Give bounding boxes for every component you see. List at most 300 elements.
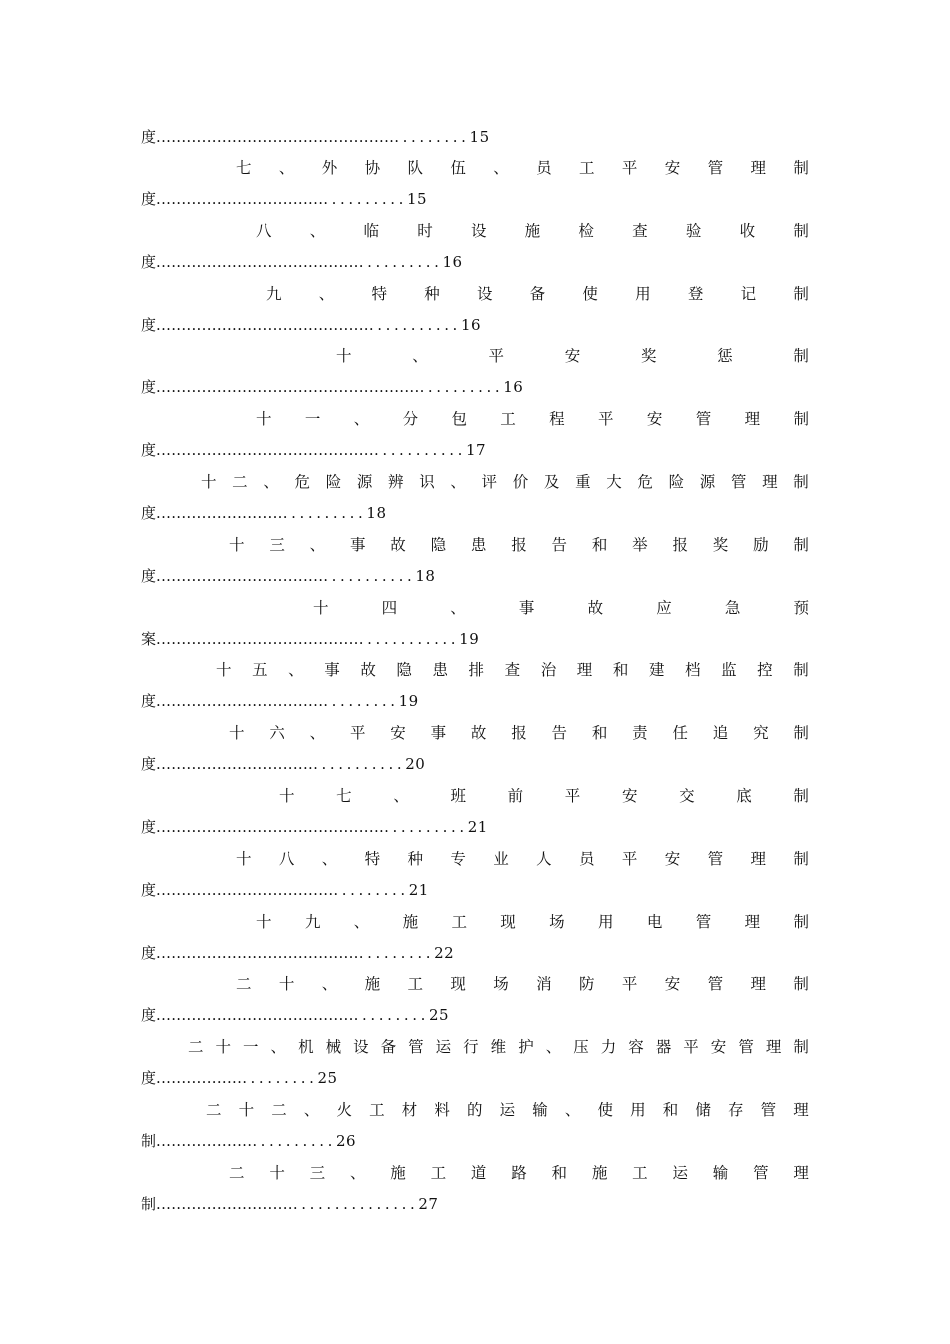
- toc-title-char: 、: [393, 786, 409, 805]
- toc-page-number: 20: [405, 755, 426, 774]
- toc-title-char: 输: [712, 1163, 729, 1182]
- toc-title-char: 三: [309, 1163, 326, 1182]
- toc-leader-line: [141, 875, 809, 906]
- toc-title-char: 危: [637, 472, 653, 491]
- toc-entry[interactable]: [141, 844, 809, 907]
- toc-entry[interactable]: [141, 341, 809, 404]
- toc-title-char: 识: [419, 472, 435, 491]
- toc-title-char: 理: [750, 975, 767, 994]
- toc-title-char: 险: [325, 472, 342, 491]
- toc-title-char: 运: [499, 1100, 516, 1119]
- toc-page-number: 22: [434, 943, 455, 962]
- toc-entry[interactable]: [141, 593, 809, 656]
- toc-dot-leader: .......................................: [156, 1006, 354, 1025]
- toc-title-char: 种: [407, 849, 424, 868]
- toc-title-char: 和: [612, 661, 629, 680]
- toc-entry-title: [141, 404, 809, 435]
- toc-title-char: 管: [753, 1163, 769, 1182]
- toc-title-char: 、: [303, 1100, 320, 1119]
- toc-title-char: 特: [364, 849, 381, 868]
- toc-title-char: 理: [765, 1038, 782, 1057]
- toc-title-char: 制: [793, 724, 809, 743]
- toc-title-char: 建: [648, 661, 665, 680]
- toc-title-char: 安: [664, 849, 681, 868]
- toc-title-char: 施: [390, 1163, 406, 1182]
- toc-entry-title: [141, 216, 809, 247]
- toc-entry-title: [141, 530, 809, 561]
- toc-page-number: 26: [336, 1131, 357, 1150]
- toc-title-char: 备: [380, 1038, 397, 1057]
- toc-title-char: 患: [432, 661, 448, 680]
- toc-leader-line: [141, 1189, 809, 1220]
- toc-title-char: 管: [707, 159, 724, 177]
- toc-title-char: 理: [750, 159, 767, 177]
- toc-title-char: 故: [360, 661, 376, 680]
- toc-entry[interactable]: [141, 1032, 809, 1095]
- toc-entry-title: [141, 341, 809, 372]
- toc-title-char: 查: [632, 221, 648, 240]
- toc-title-char: 、: [288, 661, 304, 680]
- toc-title-char: 十: [229, 724, 245, 743]
- toc-entry-title: [141, 781, 809, 812]
- toc-title-char: 重: [575, 472, 591, 491]
- toc-title-char: 消: [536, 975, 552, 994]
- toc-title-char: 制: [793, 159, 809, 177]
- toc-title-char: 械: [325, 1038, 342, 1057]
- toc-title-char: 制: [793, 1038, 809, 1057]
- toc-entry[interactable]: [141, 718, 809, 781]
- toc-dot-leader-spaced: ...........: [313, 755, 406, 774]
- toc-page-number: 16: [442, 252, 463, 271]
- toc-title-tail: 制: [141, 1194, 157, 1213]
- toc-page-number: 15: [406, 190, 428, 208]
- toc-title-tail: 案: [141, 629, 157, 648]
- toc-entry-title: [141, 279, 809, 310]
- toc-dot-leader-spaced: ..........: [323, 190, 407, 208]
- toc-title-char: 、: [412, 347, 428, 366]
- toc-title-char: 隐: [430, 535, 447, 554]
- toc-title-tail: 制: [141, 1131, 157, 1150]
- toc-title-char: 管: [707, 975, 724, 994]
- toc-title-char: 追: [712, 724, 729, 743]
- toc-title-char: 用: [630, 1100, 646, 1119]
- toc-title-char: 奖: [640, 347, 657, 366]
- toc-title-tail: 度: [141, 378, 157, 397]
- toc-title-char: 控: [757, 661, 773, 680]
- toc-title-char: 运: [672, 1163, 688, 1182]
- toc-title-char: 九: [304, 912, 321, 931]
- toc-title-char: 安: [564, 347, 581, 366]
- toc-title-char: 十: [336, 347, 352, 366]
- toc-title-char: 平: [621, 159, 638, 177]
- toc-title-char: 外: [321, 159, 338, 177]
- toc-dot-leader-spaced: .........: [394, 128, 470, 146]
- toc-leader-line: [141, 938, 809, 969]
- toc-title-char: 、: [353, 912, 370, 931]
- toc-dot-leader-spaced: ..........: [358, 252, 443, 271]
- toc-leader-line: [141, 1126, 809, 1157]
- toc-title-char: 大: [606, 472, 622, 491]
- toc-entry-title: [141, 718, 809, 749]
- toc-dot-leader-spaced: ...............: [292, 1194, 419, 1213]
- toc-entry[interactable]: [141, 530, 809, 593]
- toc-title-char: 制: [793, 849, 809, 868]
- toc-title-char: 员: [579, 849, 595, 868]
- toc-entry[interactable]: [141, 969, 809, 1032]
- toc-title-char: 五: [252, 661, 268, 680]
- toc-title-char: 的: [467, 1100, 483, 1119]
- toc-title-char: 使: [597, 1100, 614, 1119]
- toc-title-tail: 度: [141, 817, 157, 836]
- toc-title-char: 责: [632, 724, 648, 743]
- toc-title-char: 底: [736, 786, 752, 805]
- toc-entry-title: [141, 655, 809, 686]
- toc-title-char: 安: [646, 410, 663, 429]
- toc-page-number: 19: [459, 629, 480, 648]
- toc-title-char: 材: [401, 1100, 418, 1119]
- toc-title-char: 报: [511, 535, 527, 554]
- toc-title-char: 压: [573, 1038, 589, 1057]
- toc-title-char: 、: [545, 1038, 562, 1057]
- toc-title-char: 故: [390, 535, 406, 554]
- toc-title-char: 专: [450, 849, 466, 868]
- toc-title-char: 和: [591, 724, 608, 743]
- toc-title-char: 辨: [388, 472, 404, 491]
- toc-title-char: 工: [430, 1163, 447, 1182]
- toc-title-char: 管: [738, 1038, 754, 1057]
- toc-entry[interactable]: [141, 279, 809, 342]
- toc-leader-line: [141, 310, 809, 341]
- toc-title-char: 路: [511, 1163, 527, 1182]
- toc-title-char: 险: [668, 472, 685, 491]
- toc-title-char: 评: [481, 472, 498, 491]
- table-of-contents: [141, 122, 809, 1221]
- toc-title-char: 工: [579, 159, 595, 177]
- toc-title-char: 检: [578, 221, 594, 240]
- toc-title-char: 用: [635, 284, 651, 303]
- toc-dot-leader: .............................................: [156, 817, 385, 836]
- toc-entry[interactable]: [141, 467, 809, 530]
- toc-leader-line: [141, 247, 809, 278]
- toc-title-char: 种: [424, 284, 440, 303]
- toc-title-char: 、: [321, 849, 338, 868]
- toc-title-char: 十: [236, 849, 252, 868]
- toc-title-char: 价: [512, 472, 529, 491]
- toc-title-char: 管: [695, 912, 712, 931]
- toc-title-char: 程: [549, 410, 565, 429]
- toc-page-number: 16: [460, 315, 482, 334]
- toc-title-char: 预: [793, 598, 809, 617]
- toc-title-char: 包: [451, 410, 467, 429]
- toc-title-char: 登: [687, 284, 704, 303]
- toc-page-number: 25: [429, 1006, 450, 1025]
- toc-page-number: 15: [469, 128, 490, 146]
- toc-title-char: 八: [256, 221, 272, 240]
- toc-title-char: 制: [793, 221, 809, 240]
- toc-title-char: 查: [504, 661, 521, 680]
- toc-dot-leader: ........................................: [156, 943, 359, 962]
- toc-dot-leader-spaced: ............: [358, 629, 460, 648]
- toc-title-char: 、: [309, 221, 326, 240]
- toc-title-char: 二: [188, 1038, 204, 1057]
- toc-title-char: 一: [243, 1038, 259, 1057]
- toc-entry[interactable]: [141, 216, 809, 279]
- toc-title-char: 伍: [450, 159, 466, 177]
- toc-title-char: 队: [407, 159, 424, 177]
- toc-title-char: 设: [476, 284, 493, 303]
- toc-leader-line: [141, 686, 809, 717]
- toc-title-char: 排: [468, 661, 485, 680]
- toc-title-char: 告: [551, 535, 568, 554]
- toc-title-char: 管: [707, 849, 724, 868]
- toc-entry[interactable]: [141, 1158, 809, 1221]
- toc-page-number: 17: [466, 441, 487, 460]
- toc-title-char: 事: [518, 598, 535, 617]
- toc-title-char: 设: [353, 1038, 369, 1057]
- toc-dot-leader-spaced: ...........: [373, 441, 467, 460]
- toc-title-char: 六: [269, 724, 285, 743]
- toc-title-char: 业: [493, 849, 509, 868]
- toc-title-char: 急: [724, 598, 741, 617]
- toc-dot-leader-spaced: .........: [323, 692, 399, 711]
- toc-entry[interactable]: [141, 404, 809, 467]
- toc-page-number: 16: [503, 378, 524, 397]
- toc-title-char: 、: [450, 598, 466, 617]
- toc-title-char: 存: [728, 1100, 744, 1119]
- toc-title-char: 储: [695, 1100, 711, 1119]
- toc-title-char: 场: [493, 975, 509, 994]
- toc-dot-leader-spaced: ..........: [282, 503, 367, 522]
- toc-title-char: 管: [760, 1100, 777, 1119]
- toc-title-char: 制: [793, 284, 809, 303]
- toc-entry[interactable]: [141, 655, 809, 718]
- toc-dot-leader-spaced: .........: [358, 943, 435, 962]
- toc-entry[interactable]: [141, 153, 809, 216]
- toc-dot-leader-spaced: .........: [333, 880, 409, 899]
- toc-title-tail: 度: [141, 943, 157, 962]
- toc-title-char: 七: [336, 786, 352, 805]
- toc-entries: [141, 153, 809, 1221]
- toc-entry-title: [141, 969, 809, 1000]
- toc-title-char: 九: [266, 284, 282, 303]
- toc-title-char: 理: [750, 849, 767, 868]
- toc-title-char: 和: [591, 535, 608, 554]
- toc-title-char: 励: [753, 535, 769, 554]
- toc-title-char: 、: [263, 472, 279, 491]
- toc-title-tail: 度: [141, 252, 157, 271]
- toc-title-char: 记: [740, 284, 757, 303]
- toc-title-char: 、: [318, 284, 335, 303]
- toc-dot-leader: ...........................................: [156, 441, 374, 460]
- toc-leader-line: [141, 812, 809, 843]
- toc-title-char: 工: [407, 975, 424, 994]
- toc-title-char: 用: [598, 912, 614, 931]
- toc-title-char: 时: [417, 221, 433, 240]
- toc-title-char: 七: [236, 159, 252, 177]
- toc-title-char: 奖: [712, 535, 729, 554]
- toc-title-char: 制: [793, 975, 809, 994]
- toc-title-char: 工: [632, 1163, 648, 1182]
- toc-title-char: 火: [336, 1100, 353, 1119]
- toc-title-char: 使: [582, 284, 598, 303]
- toc-title-char: 协: [364, 159, 381, 177]
- toc-dot-leader: ...................................: [156, 880, 334, 899]
- toc-dot-leader-spaced: ..........: [419, 378, 504, 397]
- toc-dot-leader: .........................: [156, 503, 283, 522]
- toc-title-char: 验: [685, 221, 702, 240]
- toc-title-char: 十: [229, 535, 245, 554]
- toc-dot-leader: .................................: [156, 566, 324, 585]
- toc-title-char: 十: [313, 598, 329, 617]
- toc-title-char: 制: [793, 661, 809, 680]
- toc-title-char: 机: [298, 1038, 314, 1057]
- toc-dot-leader: ...................: [156, 1131, 253, 1150]
- toc-title-char: 施: [524, 221, 541, 240]
- toc-entry-title: [141, 907, 809, 938]
- toc-title-char: 员: [536, 159, 552, 177]
- toc-title-tail: 度: [141, 755, 157, 774]
- toc-title-tail: 度: [141, 880, 157, 899]
- toc-title-char: 交: [679, 786, 695, 805]
- toc-page-number: 21: [408, 880, 429, 899]
- toc-entry-title: [141, 1158, 809, 1189]
- toc-title-char: 理: [744, 912, 761, 931]
- toc-title-char: 理: [793, 1163, 809, 1182]
- toc-title-char: 安: [621, 786, 638, 805]
- toc-title-char: 制: [793, 786, 809, 805]
- toc-title-char: 行: [463, 1038, 479, 1057]
- toc-title-char: 、: [450, 472, 466, 491]
- toc-title-char: 现: [500, 912, 516, 931]
- toc-leader-line: [141, 435, 809, 466]
- toc-title-char: 现: [450, 975, 466, 994]
- toc-title-char: 十: [215, 1038, 232, 1057]
- toc-title-char: 工: [500, 410, 516, 429]
- toc-title-char: 器: [655, 1038, 672, 1057]
- toc-entry[interactable]: [141, 1095, 809, 1158]
- toc-title-char: 一: [304, 410, 321, 429]
- toc-title-tail: 度: [141, 1069, 157, 1088]
- toc-title-char: 容: [628, 1038, 644, 1057]
- toc-title-char: 源: [356, 472, 373, 491]
- toc-title-tail: 度: [141, 503, 157, 522]
- toc-dot-leader-spaced: .........: [242, 1069, 318, 1088]
- toc-title-char: 治: [540, 661, 557, 680]
- toc-title-char: 制: [793, 472, 809, 491]
- toc-entry[interactable]: [141, 781, 809, 844]
- toc-leader-line: [141, 561, 809, 592]
- toc-dot-leader: ........................................: [156, 629, 359, 648]
- toc-title-char: 二: [229, 1163, 245, 1182]
- toc-title-char: 平: [683, 1038, 699, 1057]
- toc-title-char: 特: [371, 284, 387, 303]
- toc-title-char: 管: [695, 410, 712, 429]
- toc-title-char: 三: [269, 535, 285, 554]
- toc-title-char: 维: [490, 1038, 507, 1057]
- toc-title-char: 报: [511, 724, 527, 743]
- toc-title-char: 安: [710, 1038, 727, 1057]
- toc-title-char: 应: [656, 598, 672, 617]
- toc-title-char: 隐: [396, 661, 412, 680]
- toc-title-char: 设: [470, 221, 487, 240]
- toc-title-char: 任: [672, 724, 688, 743]
- toc-title-char: 班: [450, 786, 466, 805]
- toc-title-char: 八: [278, 849, 295, 868]
- toc-continuation-line[interactable]: [141, 122, 809, 153]
- toc-title-char: 、: [349, 1163, 366, 1182]
- toc-title-char: 道: [470, 1163, 487, 1182]
- toc-title-char: 二: [236, 975, 252, 994]
- toc-title-char: 事: [324, 661, 340, 680]
- toc-entry[interactable]: [141, 907, 809, 970]
- toc-title-char: 危: [294, 472, 311, 491]
- toc-title-char: 人: [536, 849, 552, 868]
- toc-title-char: 究: [753, 724, 769, 743]
- toc-title-char: 、: [564, 1100, 581, 1119]
- toc-title-char: 二: [206, 1100, 222, 1119]
- toc-title-char: 护: [518, 1038, 534, 1057]
- toc-dot-leader: ........................................: [156, 252, 359, 271]
- toc-title-tail: 度: [141, 128, 157, 146]
- toc-leader-line: [141, 749, 809, 780]
- toc-title-char: 十: [269, 1163, 285, 1182]
- toc-title-char: 施: [591, 1163, 608, 1182]
- toc-title-char: 收: [739, 221, 756, 240]
- toc-title-char: 二: [232, 472, 248, 491]
- toc-leader-line: [141, 1000, 809, 1031]
- toc-title-char: 输: [532, 1100, 548, 1119]
- toc-title-char: 十: [216, 661, 232, 680]
- toc-title-char: 事: [430, 724, 447, 743]
- toc-entry-title: [141, 1095, 809, 1126]
- toc-title-char: 十: [278, 975, 295, 994]
- toc-entry-title: [141, 467, 809, 498]
- toc-title-char: 平: [349, 724, 366, 743]
- toc-title-char: 十: [238, 1100, 255, 1119]
- toc-title-char: 、: [353, 410, 370, 429]
- toc-title-tail: 度: [141, 566, 157, 585]
- toc-title-char: 、: [309, 535, 326, 554]
- toc-leader-line: [141, 624, 809, 655]
- toc-title-char: 理: [762, 472, 778, 491]
- toc-title-char: 场: [549, 912, 565, 931]
- toc-title-char: 和: [551, 1163, 568, 1182]
- toc-title-char: 管: [408, 1038, 424, 1057]
- toc-dot-leader-spaced: ..........: [252, 1131, 336, 1150]
- toc-title-char: 十: [201, 472, 217, 491]
- toc-title-char: 、: [493, 159, 509, 177]
- toc-title-char: 理: [576, 661, 593, 680]
- toc-title-char: 安: [390, 724, 406, 743]
- toc-dot-leader: .................................: [156, 190, 324, 208]
- toc-title-char: 平: [564, 786, 581, 805]
- toc-title-char: 制: [793, 535, 809, 554]
- toc-title-char: 、: [321, 975, 338, 994]
- toc-title-char: 临: [363, 221, 379, 240]
- toc-page-number: 18: [415, 566, 436, 585]
- toc-title-char: 报: [672, 535, 688, 554]
- toc-title-char: 制: [793, 410, 809, 429]
- toc-title-char: 运: [435, 1038, 452, 1057]
- toc-dot-leader: ...............................: [156, 755, 314, 774]
- toc-title-char: 事: [349, 535, 366, 554]
- toc-page-number: 27: [418, 1194, 439, 1213]
- toc-title-char: 及: [543, 472, 560, 491]
- toc-title-char: 惩: [717, 347, 733, 366]
- toc-title-char: 理: [793, 1100, 809, 1119]
- toc-title-char: 力: [600, 1038, 617, 1057]
- toc-title-char: 告: [551, 724, 568, 743]
